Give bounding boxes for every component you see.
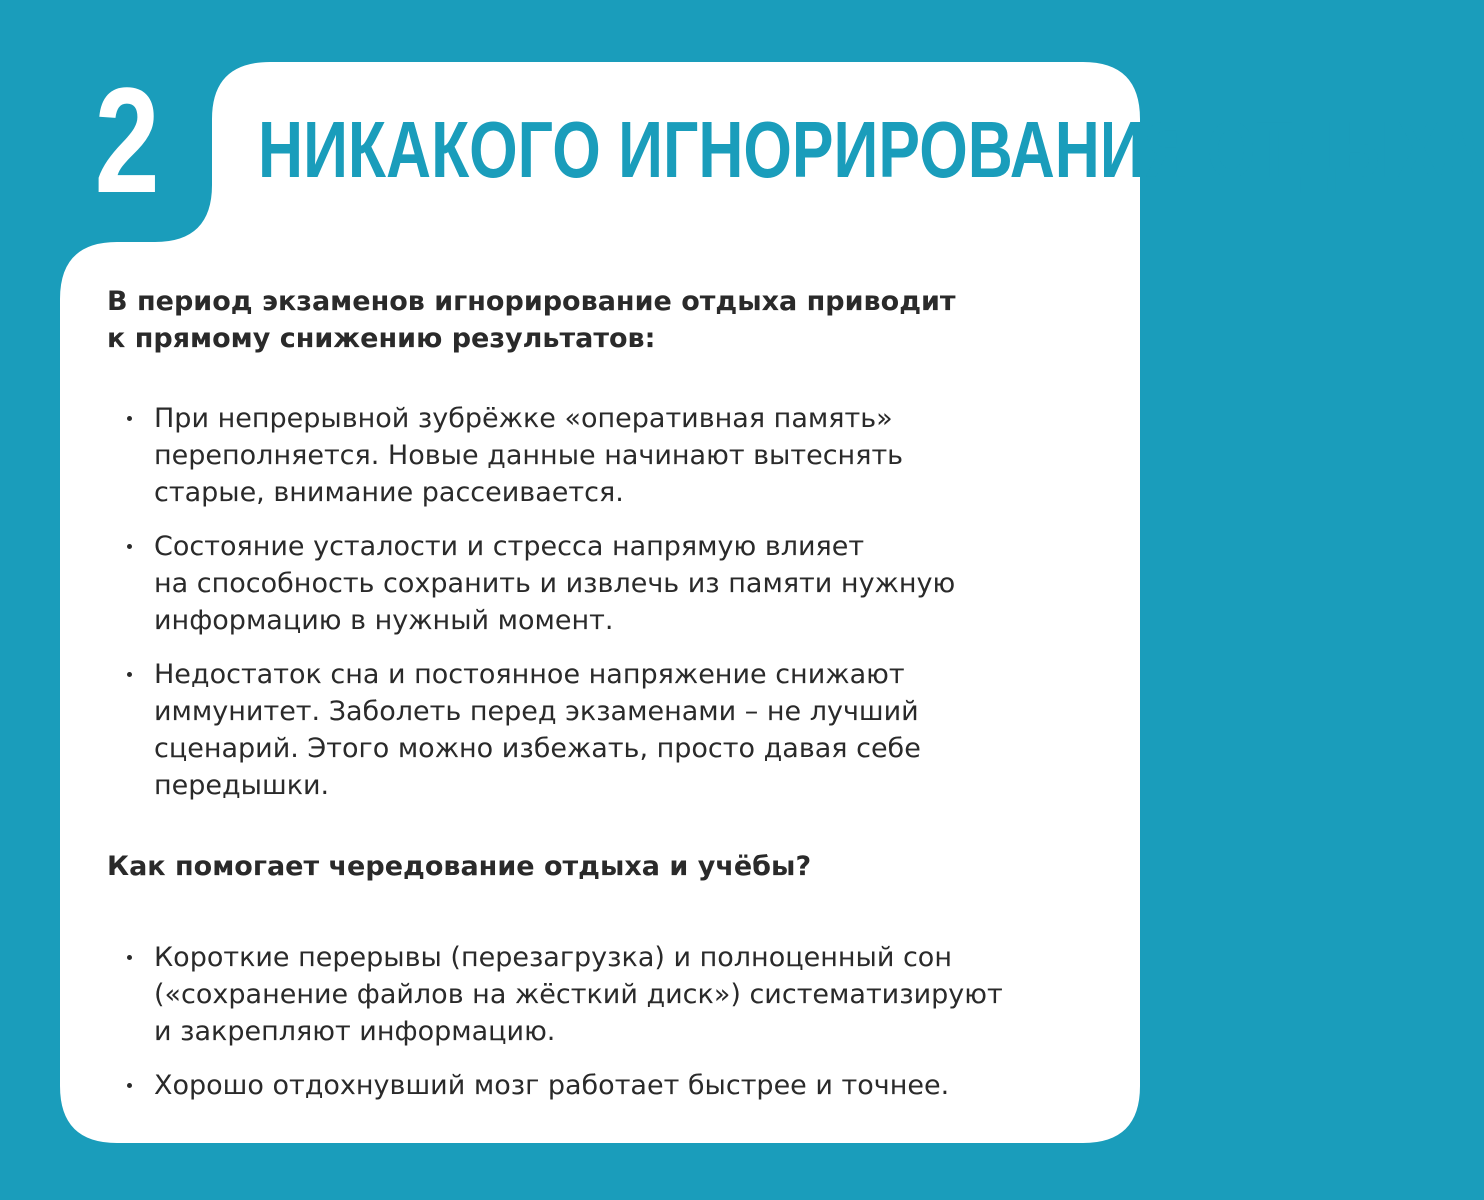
list-item bbox=[107, 1067, 1107, 1104]
list-item bbox=[107, 656, 1107, 804]
bullet-line: и закрепляют информацию. bbox=[154, 1016, 556, 1047]
list-item bbox=[107, 528, 1107, 639]
content bbox=[107, 283, 1107, 1121]
bullet-line: на способность сохранить и извлечь из памяти нужную bbox=[154, 568, 956, 599]
section2-lead bbox=[107, 848, 1107, 885]
bullet-line: передышки. bbox=[154, 770, 330, 801]
section1-bullet-list bbox=[107, 400, 1107, 804]
bullet-dot-icon bbox=[127, 544, 132, 549]
list-item bbox=[107, 400, 1107, 511]
bullet-line: старые, внимание рассеивается. bbox=[154, 477, 624, 508]
section2-bullet-list bbox=[107, 939, 1107, 1104]
bullet-line: Хорошо отдохнувший мозг работает быстрее и точнее. bbox=[154, 1070, 950, 1101]
bullet-line: Недостаток сна и постоянное напряжение снижают bbox=[154, 659, 905, 690]
bullet-line: информацию в нужный момент. bbox=[154, 605, 614, 636]
bullet-line: Состояние усталости и стресса напрямую влияет bbox=[154, 531, 865, 562]
section1-lead bbox=[107, 283, 1107, 357]
bullet-dot-icon bbox=[127, 1083, 132, 1088]
lead-line: Как помогает чередование отдыха и учёбы? bbox=[107, 851, 812, 882]
bullet-dot-icon bbox=[127, 416, 132, 421]
bullet-line: («сохранение файлов на жёсткий диск») систематизируют bbox=[154, 979, 1003, 1010]
lead-line: В период экзаменов игнорирование отдыха приводит bbox=[107, 286, 956, 317]
bullet-line: иммунитет. Заболеть перед экзаменами – не лучший bbox=[154, 696, 919, 727]
page-title: НИКАКОГО ИГНОРИРОВАНИЯ ОТДЫХА bbox=[258, 105, 1484, 194]
bullet-line: сценарий. Этого можно избежать, просто давая себе bbox=[154, 733, 921, 764]
bullet-line: переполняется. Новые данные начинают вытеснять bbox=[154, 440, 904, 471]
bullet-dot-icon bbox=[127, 672, 132, 677]
bullet-line: Короткие перерывы (перезагрузка) и полноценный сон bbox=[154, 942, 952, 973]
list-item bbox=[107, 939, 1107, 1050]
bullet-line: При непрерывной зубрёжке «оперативная память» bbox=[154, 403, 893, 434]
bullet-dot-icon bbox=[127, 955, 132, 960]
step-number: 2 bbox=[94, 56, 160, 224]
lead-line: к прямому снижению результатов: bbox=[107, 323, 656, 354]
